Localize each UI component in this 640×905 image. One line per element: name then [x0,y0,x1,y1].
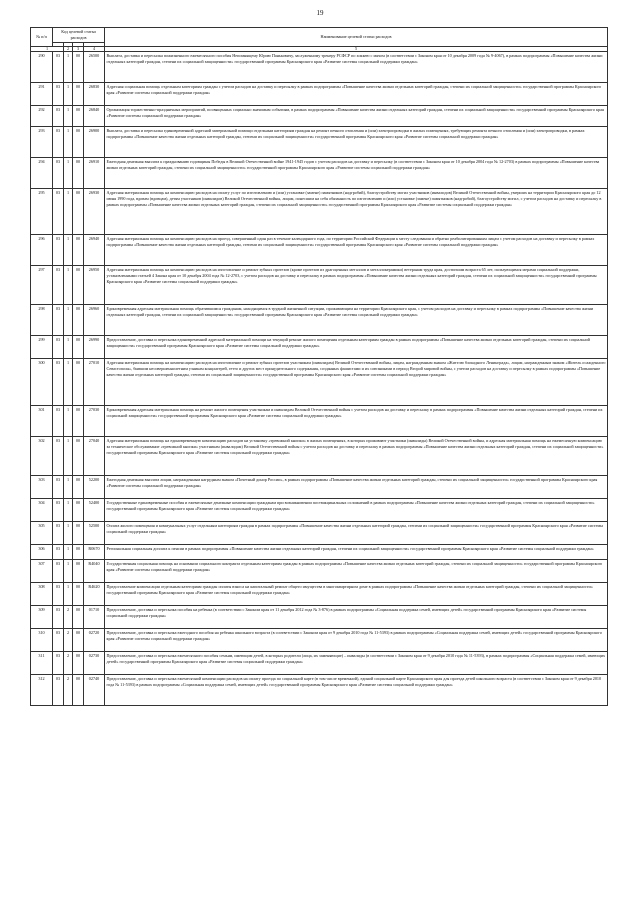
code-part-3-cell: 00 [73,266,84,305]
code-part-3-cell: 00 [73,675,84,706]
code-part-1-cell: 03 [53,158,64,189]
code-part-1-cell: 03 [53,127,64,158]
code-part-3-cell: 00 [73,499,84,522]
code-part-1-cell: 03 [53,406,64,437]
table-row [31,522,608,545]
row-number-cell: 296 [31,235,53,266]
code-part-1-cell: 03 [53,675,64,706]
code-part-4-cell: R4040 [84,560,105,583]
row-number-cell: 297 [31,266,53,305]
row-number-cell: 299 [31,336,53,359]
row-number-cell: 291 [31,83,53,106]
code-part-2-cell: 1 [64,522,73,545]
code-part-4-cell: R0670 [84,545,105,560]
code-part-3-cell: 00 [73,476,84,499]
table-row [31,52,608,83]
table-row [31,437,608,476]
code-part-4-cell: 02730 [84,652,105,675]
code-part-4-cell: 26910 [84,158,105,189]
code-part-3-cell: 00 [73,406,84,437]
row-number-cell: 301 [31,406,53,437]
code-part-2-cell: 1 [64,235,73,266]
code-part-4-cell: 27030 [84,406,105,437]
article-name-cell: Предоставление, доставка и пересылка ежемесячного пособия семьям, имеющим детей, в которых родители (лица, их заменяющие) – инвалиды (в соответствии с Законом края от 9 декабря 2010 года № 11-5393), в рамках подпрограммы «Социальная поддержка семей, имеющих детей» государственной программы Красноярского края «Развитие системы социальной поддержки граждан» [105,652,608,675]
row-number-cell: 306 [31,545,53,560]
code-part-4-cell: 52500 [84,522,105,545]
code-part-4-cell: 27010 [84,359,105,406]
code-part-2-cell: 1 [64,560,73,583]
column-index: 3 [73,46,84,52]
code-part-2-cell: 2 [64,652,73,675]
code-part-3-cell: 00 [73,359,84,406]
article-name-cell: Предоставление, доставка и пересылка ежегодного пособия на ребенка школьного возраста (в соответствии с Законом края от 9 декабря 2010 года № 11-5393) в рамках подпрограммы «Социальная поддержка семей, имеющих детей» государственной программы Красноярского края «Развитие системы социальной поддержки граждан» [105,629,608,652]
table-row [31,406,608,437]
article-name-cell: Единовременная адресная материальная помощь на ремонт жилого помещения участникам и инвалидам Великой Отечественной войны с учетом расходов на доставку и пересылку в рамках подпрограммы «Повышение качества жизни отдельных категорий граждан, степени их социальной защищенности» государственной программы Красноярского края «Развитие системы социальной поддержки граждан» [105,406,608,437]
table-row [31,675,608,706]
code-part-2-cell: 2 [64,606,73,629]
code-part-2-cell: 1 [64,106,73,127]
table-body [31,46,608,706]
code-part-3-cell: 00 [73,583,84,606]
code-part-3-cell: 00 [73,127,84,158]
code-part-3-cell: 00 [73,235,84,266]
code-part-3-cell: 00 [73,606,84,629]
row-number-cell: 311 [31,652,53,675]
article-name-cell: Региональная социальная доплата к пенсии в рамках подпрограммы «Повышение качества жизни отдельных категорий граждан, степени их социальной защищенности» государственной программы Красноярского края «Развитие системы социальной поддержки граждан» [105,545,608,560]
code-part-3-cell: 00 [73,437,84,476]
code-part-3-cell: 00 [73,560,84,583]
article-name-cell: Предоставление, доставка и пересылка пособия на ребенка (в соответствии с Законом края от 11 декабря 2012 года № 3-876) в рамках подпрограммы «Социальная поддержка семей, имеющих детей» государственной программы Красноярского края «Развитие системы социальной поддержки граждан» [105,606,608,629]
code-part-3-cell: 00 [73,522,84,545]
article-name-cell: Адресная материальная помощь на единовременную компенсацию расходов на установку «тревожной кнопки» в жилых помещениях, в которых проживают участники (инвалиды) Великой Отечественной войны, и адресная материальная помощь на ежемесячную компенсацию за техническое обслуживание «тревожной кнопки» участникам (инвалидам) Великой Отечественной войны с учетом расходов на доставку и пересылку в рамках подпрограммы «Повышение качества жизни отдельных категорий граждан, степени их социальной защищенности» государственной программы Красноярского края «Развитие системы социальной поддержки граждан» [105,437,608,476]
code-part-1-cell: 03 [53,189,64,235]
code-part-3-cell: 00 [73,189,84,235]
row-number-cell: 298 [31,305,53,336]
article-name-cell: Предоставление, доставка и пересылка единовременной адресной материальной помощи на текущий ремонт жилого помещения отдельным категориям граждан в рамках подпрограммы «Повышение качества жизни отдельных категорий граждан, степени их социальной защищенности» государственной программы Красноярского края «Развитие системы социальной поддержки граждан» [105,336,608,359]
code-part-1-cell: 03 [53,106,64,127]
table-row [31,606,608,629]
article-name-cell: Ежегодная денежная выплата лицам, награжденным нагрудным знаком «Почетный донор России», в рамках подпрограммы «Повышение качества жизни отдельных категорий граждан, степени их социальной защищенности» государственной программы Красноярского края «Развитие системы социальной поддержки граждан» [105,476,608,499]
code-part-4-cell: 26900 [84,127,105,158]
code-part-3-cell: 00 [73,305,84,336]
code-part-3-cell: 00 [73,83,84,106]
code-part-4-cell: 26950 [84,266,105,305]
table-row [31,158,608,189]
column-index: 5 [105,46,608,52]
article-name-cell: Адресная социальная помощь отдельным категориям граждан с учетом расходов на доставку и пересылку в рамках подпрограммы «Повышение качества жизни отдельных категорий граждан, степени их социальной защищенности» государственной программы Красноярского края «Развитие системы социальной поддержки граждан» [105,83,608,106]
code-part-1-cell: 03 [53,476,64,499]
code-part-1-cell: 03 [53,52,64,83]
table-row [31,629,608,652]
article-name-cell: Предоставление компенсации отдельным категориям граждан оплаты взноса на капитальный ремонт общего имущества в многоквартирном доме в рамках подпрограммы «Повышение качества жизни отдельных категорий граждан, степени их социальной защищенности» государственной программы Красноярского края «Развитие системы социальной поддержки граждан» [105,583,608,606]
table-row [31,359,608,406]
table-row [31,235,608,266]
row-number-cell: 308 [31,583,53,606]
code-part-1-cell: 03 [53,305,64,336]
table-row [31,560,608,583]
code-part-2-cell: 1 [64,127,73,158]
code-part-2-cell: 1 [64,437,73,476]
code-part-3-cell: 00 [73,629,84,652]
code-part-2-cell: 1 [64,305,73,336]
code-part-2-cell: 1 [64,406,73,437]
code-part-1-cell: 03 [53,336,64,359]
column-index: 2 [64,46,73,52]
code-part-2-cell: 1 [64,189,73,235]
table-row [31,476,608,499]
code-part-2-cell: 2 [64,675,73,706]
code-part-1-cell: 03 [53,583,64,606]
code-part-2-cell: 1 [64,83,73,106]
code-part-4-cell: 26930 [84,189,105,235]
target-articles-table [30,27,608,706]
table-row [31,127,608,158]
code-part-4-cell: 02740 [84,675,105,706]
column-header-num: № п/п [31,28,53,47]
article-name-cell: Организация торжественно-праздничных мероприятий, посвященных социально значимым событиям, в рамках подпрограммы «Повышение качества жизни отдельных категорий граждан, степени их социальной защищенности» государственной программы Красноярского края «Развитие системы социальной поддержки граждан» [105,106,608,127]
code-part-1-cell: 03 [53,522,64,545]
table-row [31,499,608,522]
article-name-cell: Государственные единовременные пособия и ежемесячные денежные компенсации гражданам при возникновении поствакцинальных осложнений в рамках подпрограммы «Повышение качества жизни отдельных категорий граждан, степени их социальной защищенности» государственной программы Красноярского края «Развитие системы социальной поддержки граждан» [105,499,608,522]
code-part-3-cell: 00 [73,52,84,83]
code-part-4-cell: 26500 [84,52,105,83]
row-number-cell: 305 [31,522,53,545]
column-index: 4 [84,46,105,52]
code-part-1-cell: 03 [53,266,64,305]
code-part-3-cell: 00 [73,652,84,675]
table-row [31,106,608,127]
table-row [31,336,608,359]
code-part-4-cell: 52200 [84,476,105,499]
code-part-4-cell: 26940 [84,235,105,266]
code-part-3-cell: 00 [73,158,84,189]
row-number-cell: 292 [31,106,53,127]
table-header [31,28,608,47]
table-row [31,652,608,675]
code-part-2-cell: 1 [64,158,73,189]
code-part-1-cell: 03 [53,235,64,266]
column-header-code: Код целевой статьи расходов [53,28,105,43]
code-part-4-cell: 27040 [84,437,105,476]
code-part-3-cell: 00 [73,336,84,359]
article-name-cell: Адресная материальная помощь на компенсацию расходов на изготовление и ремонт зубных протезов (кроме протезов из драгоценных металлов и металлокерамики) ветеранам труда края, достигшим возраста 65 лет, пользующимся мерами социальной поддержки, установленными статьей 4 Закона края от 10 декабря 2004 года № 12-2703, с учетом расходов на доставку и пересылку в рамках подпрограммы «Повышение качества жизни отдельных категорий граждан, степени их социальной защищенности» государственной программы Красноярского края «Развитие системы социальной поддержки граждан» [105,266,608,305]
row-number-cell: 303 [31,476,53,499]
row-number-cell: 312 [31,675,53,706]
code-part-2-cell: 1 [64,476,73,499]
article-name-cell: Государственная социальная помощь на основании социального контракта отдельным категориям граждан в рамках подпрограммы «Повышение качества жизни отдельных категорий граждан, степени их социальной защищенности» государственной программы Красноярского края «Развитие системы социальной поддержки граждан» [105,560,608,583]
code-part-4-cell: 26990 [84,336,105,359]
code-part-1-cell: 03 [53,359,64,406]
article-name-cell: Адресная материальная помощь на компенсацию расходов на оплату услуг по изготовлению и (или) установке (замене) памятников (надгробий), благоустройству могил участников (инвалидов) Великой Отечественной войны, умерших на территории Красноярского края до 12 июня 1990 года, вдовам (вдовцам), детям участников (инвалидов) Великой Отечественной войны, лицам, понесшим на себя обязанность по изготовлению и (или) установке (замене) памятников (надгробий), благоустройству могил, с учетом расходов на доставку и пересылку в рамках подпрограммы «Повышение качества жизни отдельных категорий граждан, степени их социальной защищенности» государственной программы Красноярского края «Развитие системы социальной поддержки граждан» [105,189,608,235]
article-name-cell: Выплата, доставка и пересылка пожизненного ежемесячного пособия Непомнящему Юрию Паньковичу, заслуженному тренеру РСФСР по хоккею с мячом (в соответствии с Законом края от 10 декабря 2009 года № 9-4067), в рамках подпрограммы «Повышение качества жизни отдельных категорий граждан, степени их социальной защищенности» государственной программы Красноярского края «Развитие системы социальной поддержки граждан» [105,52,608,83]
row-number-cell: 309 [31,606,53,629]
row-number-cell: 295 [31,189,53,235]
row-number-cell: 310 [31,629,53,652]
code-part-2-cell: 1 [64,583,73,606]
code-part-2-cell: 1 [64,52,73,83]
code-part-2-cell: 1 [64,545,73,560]
code-part-1-cell: 03 [53,652,64,675]
row-number-cell: 294 [31,158,53,189]
code-part-2-cell: 2 [64,629,73,652]
code-part-2-cell: 1 [64,499,73,522]
article-name-cell: Адресная материальная помощь на компенсацию расходов на проезд, совершенный один раз в течение календарного года, по территории Российской Федерации к месту следования и обратно реабилитированным лицам с учетом расходов на доставку и пересылку в рамках подпрограммы «Повышение качества жизни отдельных категорий граждан, степени их социальной защищенности» государственной программы Красноярского края «Развитие системы социальной поддержки граждан» [105,235,608,266]
code-part-1-cell: 03 [53,437,64,476]
row-number-cell: 302 [31,437,53,476]
column-index: 1 [31,46,64,52]
table-row [31,83,608,106]
row-number-cell: 304 [31,499,53,522]
article-name-cell: Адресная материальная помощь на компенсацию расходов на изготовление и ремонт зубных протезов участникам (инвалидам) Великой Отечественной войны, лицам, награжденным знаком «Жителю блокадного Ленинграда», лицам, награжденным знаком «Житель осажденного Севастополя», бывшим несовершеннолетним узникам концлагерей, гетто и других мест принудительного содержания, созданных фашистами и их союзниками в период Второй мировой войны, с учетом расходов на доставку и пересылку в рамках подпрограммы «Повышение качества жизни отдельных категорий граждан, степени их социальной защищенности» государственной программы Красноярского края «Развитие системы социальной поддержки граждан» [105,359,608,406]
row-number-cell: 290 [31,52,53,83]
code-part-3-cell: 00 [73,545,84,560]
article-name-cell: Предоставление, доставка и пересылка ежемесячной компенсации расходов на оплату проезда по социальной карте (в том числе временной), единой социальной карте Красноярского края для проезда детей школьного возраста (в соответствии с Законом края от 9 декабря 2010 года № 11-5393) в рамках подпрограммы «Социальная поддержка семей, имеющих детей» государственной программы Красноярского края «Развитие системы социальной поддержки граждан» [105,675,608,706]
table-row [31,545,608,560]
row-number-cell: 293 [31,127,53,158]
code-part-1-cell: 03 [53,499,64,522]
code-part-2-cell: 1 [64,266,73,305]
code-part-1-cell: 03 [53,545,64,560]
article-name-cell: Оплата жилого помещения и коммунальных услуг отдельным категориям граждан в рамках подпрограммы «Повышение качества жизни отдельных категорий граждан, степени их социальной защищенности» государственной программы Красноярского края «Развитие системы социальной поддержки граждан» [105,522,608,545]
code-part-4-cell: R4620 [84,583,105,606]
code-part-1-cell: 03 [53,560,64,583]
code-part-3-cell: 00 [73,106,84,127]
column-header-name: Наименование целевой статьи расходов [105,28,608,47]
row-number-cell: 300 [31,359,53,406]
code-part-1-cell: 03 [53,606,64,629]
code-part-4-cell: 02720 [84,629,105,652]
code-part-2-cell: 1 [64,336,73,359]
table-row [31,189,608,235]
code-part-4-cell: 26840 [84,106,105,127]
code-part-4-cell: 52400 [84,499,105,522]
article-name-cell: Единовременная адресная материальная помощь обратившимся гражданам, находящимся в трудной жизненной ситуации, проживающим на территории Красноярского края, с учетом расходов на доставку и пересылку в рамках подпрограммы «Повышение качества жизни отдельных категорий граждан, степени их социальной защищенности» государственной программы Красноярского края «Развитие системы социальной поддержки граждан» [105,305,608,336]
article-name-cell: Выплата, доставка и пересылка единовременной адресной материальной помощи отдельным категориям граждан на ремонт печного отопления и (или) электропроводки в жилых помещениях, требующих ремонта печного отопления и (или) электропроводки, в рамках подпрограммы «Повышение качества жизни отдельных категорий граждан, степени их социальной защищенности» государственной программы Красноярского края «Развитие системы социальной поддержки граждан» [105,127,608,158]
table-row [31,583,608,606]
code-part-1-cell: 03 [53,629,64,652]
table-row [31,305,608,336]
code-part-4-cell: 01710 [84,606,105,629]
code-part-4-cell: 26830 [84,83,105,106]
row-number-cell: 307 [31,560,53,583]
code-part-1-cell: 03 [53,83,64,106]
table-row [31,266,608,305]
page-number: 19 [316,9,324,17]
code-part-2-cell: 1 [64,359,73,406]
code-part-4-cell: 26960 [84,305,105,336]
article-name-cell: Ежегодная денежная выплата к празднованию годовщины Победы в Великой Отечественной войне 1941-1945 годов с учетом расходов на доставку и пересылку (в соответствии с Законом края от 10 декабря 2004 года № 12-2703) в рамках подпрограммы «Повышение качества жизни отдельных категорий граждан, степени их социальной защищенности» государственной программы Красноярского края «Развитие системы социальной поддержки граждан» [105,158,608,189]
